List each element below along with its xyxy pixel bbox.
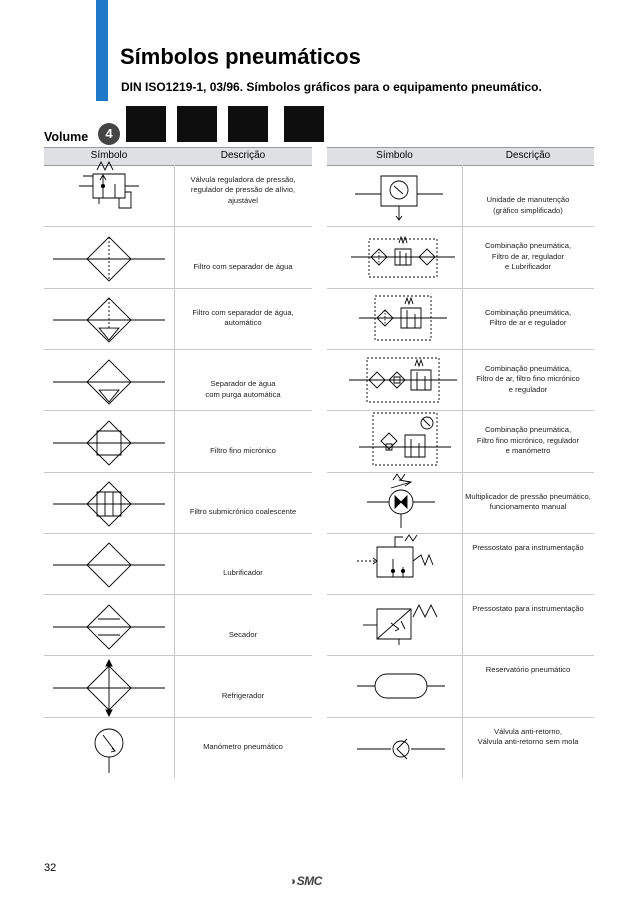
check-valve-symbol bbox=[401, 749, 402, 750]
description-line: Válvula anti-retorno sem mola bbox=[477, 737, 579, 747]
product-thumbnail bbox=[228, 106, 268, 142]
micronic-filter-symbol bbox=[109, 443, 110, 444]
pressure-gauge-symbol bbox=[109, 749, 110, 750]
product-thumbnail bbox=[126, 106, 166, 142]
page-subtitle: DIN ISO1219-1, 03/96. Símbolos gráficos para o equipamento pneumático. bbox=[121, 80, 542, 94]
description-line: e manómetro bbox=[505, 446, 551, 456]
symbol-description bbox=[464, 727, 592, 748]
description-column-header: Descrição bbox=[220, 150, 266, 161]
row-divider bbox=[327, 717, 594, 718]
description-line: Reservatório pneumático bbox=[485, 665, 571, 675]
description-line: Separador de água bbox=[210, 379, 276, 389]
brand-name: SMC bbox=[296, 874, 322, 888]
product-thumbnail bbox=[284, 106, 324, 142]
description-line: Filtro com separador de água bbox=[193, 261, 293, 271]
row-divider bbox=[44, 349, 312, 350]
row-divider bbox=[44, 594, 312, 595]
row-divider bbox=[327, 655, 594, 656]
symbol-description bbox=[464, 604, 592, 614]
pressure-regulator-relief-symbol bbox=[109, 190, 110, 191]
description-line: Filtro submicrónico coalescente bbox=[189, 506, 297, 516]
row-divider bbox=[44, 655, 312, 656]
symbol-description bbox=[176, 446, 310, 456]
description-line: (gráfico simplificado) bbox=[493, 205, 563, 215]
description-line: Lubrificador bbox=[223, 568, 263, 578]
description-line: Manómetro pneumático bbox=[203, 742, 283, 752]
dryer-symbol bbox=[109, 627, 110, 628]
symbol-description bbox=[464, 425, 592, 456]
lubricator-symbol bbox=[109, 565, 110, 566]
volume-label: Volume bbox=[44, 130, 89, 144]
row-divider bbox=[327, 410, 594, 411]
row-divider bbox=[327, 288, 594, 289]
accent-bar bbox=[96, 0, 108, 101]
description-line: e Lubrificador bbox=[504, 262, 551, 272]
row-divider bbox=[327, 594, 594, 595]
symbol-description bbox=[464, 665, 592, 675]
description-line: Filtro de ar, regulador bbox=[491, 251, 565, 261]
description-line: Combinação pneumática, bbox=[484, 241, 572, 251]
description-line: automático bbox=[224, 318, 262, 328]
brand-logo bbox=[290, 874, 322, 888]
row-divider bbox=[44, 288, 312, 289]
symbol-description bbox=[464, 308, 592, 329]
row-divider bbox=[327, 533, 594, 534]
symbol-column-header: Símbolo bbox=[90, 150, 128, 161]
description-line: Secador bbox=[228, 629, 258, 639]
pressure-switch-electronic-symbol bbox=[399, 625, 400, 626]
row-divider bbox=[327, 349, 594, 350]
symbol-column-header: Símbolo bbox=[376, 150, 413, 161]
filter-regulator-symbol bbox=[403, 318, 404, 319]
symbol-description bbox=[464, 543, 592, 553]
left-table-header bbox=[44, 147, 312, 166]
description-line: Multiplicador de pressão pneumático, bbox=[465, 491, 591, 501]
water-separator-auto-drain-symbol bbox=[109, 382, 110, 383]
symbol-description bbox=[176, 568, 310, 578]
cooler-symbol bbox=[109, 688, 110, 689]
description-line: Filtro fino micrónico bbox=[210, 445, 276, 455]
description-line: regulador de pressão de alívio, bbox=[190, 185, 296, 195]
description-line: Pressostato para instrumentação bbox=[472, 604, 584, 614]
filter-water-separator-symbol bbox=[109, 259, 110, 260]
page-number: 32 bbox=[44, 862, 57, 874]
description-line: Refrigerador bbox=[221, 690, 265, 700]
row-divider bbox=[327, 226, 594, 227]
description-line: ajustável bbox=[228, 195, 258, 205]
description-line: com purga automática bbox=[205, 389, 281, 399]
symbol-description bbox=[176, 630, 310, 640]
right-table-header bbox=[327, 147, 594, 166]
pressure-booster-symbol bbox=[401, 502, 402, 503]
page-title: Símbolos pneumáticos bbox=[120, 44, 361, 69]
symbol-description bbox=[464, 364, 592, 395]
description-line: Filtro de ar e regulador bbox=[489, 318, 567, 328]
symbol-description bbox=[176, 262, 310, 272]
description-line: Filtro de ar, filtro fino micrónico bbox=[476, 374, 580, 384]
symbol-description bbox=[176, 175, 310, 206]
pressure-switch-symbol bbox=[399, 563, 400, 564]
row-divider bbox=[44, 226, 312, 227]
symbol-description bbox=[464, 241, 592, 272]
micronic-regulator-gauge-symbol bbox=[405, 441, 406, 442]
symbol-description bbox=[176, 308, 310, 329]
symbol-description bbox=[464, 195, 592, 216]
description-line: Válvula anti-retorno, bbox=[494, 726, 562, 736]
description-line: Válvula reguladora de pressão, bbox=[190, 175, 296, 184]
description-line: e regulador bbox=[508, 384, 548, 394]
row-divider bbox=[44, 472, 312, 473]
coalescing-filter-symbol bbox=[109, 504, 110, 505]
description-line: Filtro fino micrónico, regulador bbox=[476, 435, 580, 445]
symbol-description bbox=[176, 691, 310, 701]
row-divider bbox=[44, 717, 312, 718]
symbol-description bbox=[464, 492, 592, 513]
filter-micronic-regulator-symbol bbox=[403, 380, 404, 381]
description-line: Filtro com separador de água, bbox=[192, 307, 294, 317]
symbol-description bbox=[176, 379, 310, 400]
symbol-description bbox=[176, 507, 310, 517]
filter-regulator-lubricator-symbol bbox=[403, 257, 404, 258]
row-divider bbox=[44, 410, 312, 411]
symbol-description bbox=[176, 742, 310, 752]
product-thumbnail bbox=[177, 106, 217, 142]
description-column-header: Descrição bbox=[505, 150, 551, 161]
volume-number-badge: 4 bbox=[98, 123, 120, 145]
smc-logo-icon: ◗ bbox=[290, 874, 297, 888]
description-line: Pressostato para instrumentação bbox=[472, 542, 584, 552]
air-receiver-symbol bbox=[401, 686, 402, 687]
description-line: Combinação pneumática, bbox=[484, 363, 572, 373]
row-divider bbox=[44, 533, 312, 534]
description-line: Combinação pneumática, bbox=[484, 307, 572, 317]
description-line: funcionamento manual bbox=[489, 502, 567, 512]
filter-auto-separator-symbol bbox=[109, 320, 110, 321]
description-line: Combinação pneumática, bbox=[484, 425, 572, 435]
row-divider bbox=[327, 472, 594, 473]
description-line: Unidade de manutenção bbox=[486, 195, 570, 205]
maintenance-unit-symbol bbox=[399, 190, 400, 191]
